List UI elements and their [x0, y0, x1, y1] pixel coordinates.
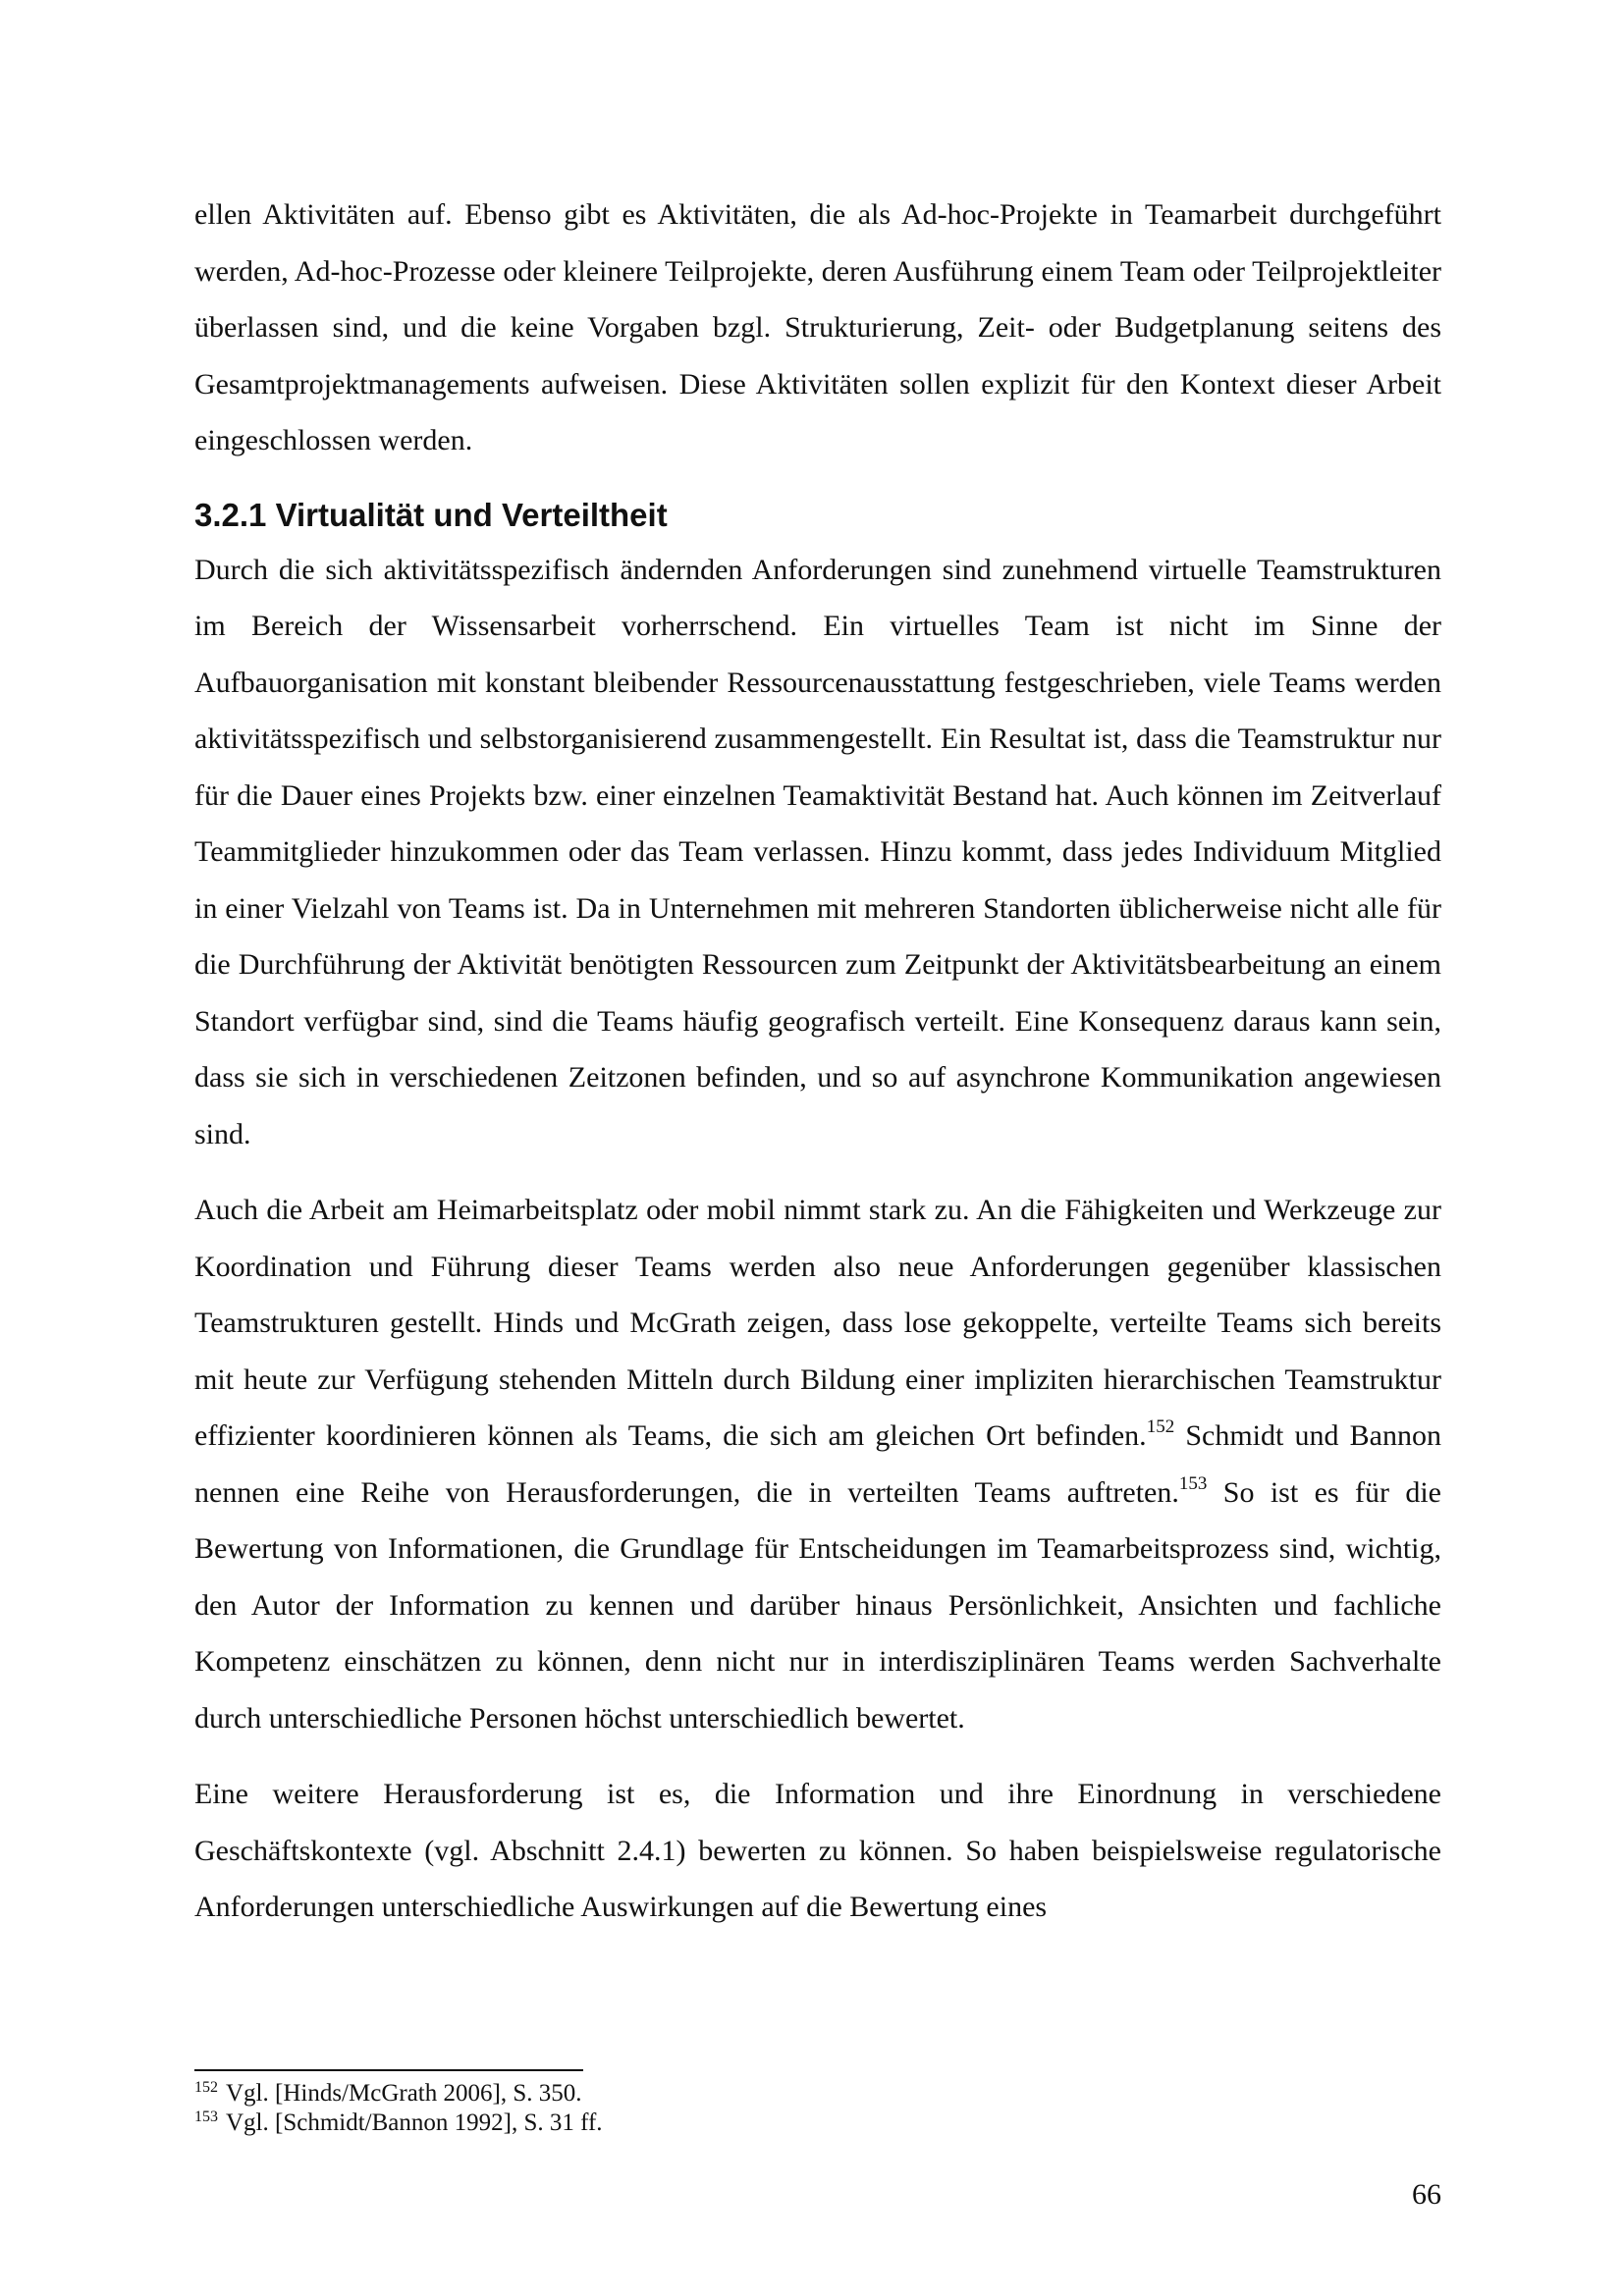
footnote-number: 153 [194, 2108, 218, 2125]
footnote-text: Vgl. [Schmidt/Bannon 1992], S. 31 ff. [226, 2109, 603, 2136]
paragraph-1: Durch die sich aktivitätsspezifisch ändernden Anforderungen sind zunehmend virtuelle Teamstrukturen im Bereich der Wissensarbeit vorherrschend. Ein virtuelles Team ist nicht im Sinne der Aufbauorganisation mit konstant bleibender Ressourcenausstattung festgeschrieben, viele Teams werden aktivitätsspezifisch und selbstorganisierend zusammengestellt. Ein Resultat ist, dass die Teamstruktur nur für die Dauer eines Projekts bzw. einer einzelnen Teamaktivität Bestand hat. Auch können im Zeitverlauf Teammitglieder hinzukommen oder das Team verlassen. Hinzu kommt, dass jedes Individuum Mitglied in einer Vielzahl von Teams ist. Da in Unternehmen mit mehreren Standorten üblicherweise nicht alle für die Durchführung der Aktivität benötigten Ressourcen zum Zeitpunkt der Aktivitätsbearbeitung an einem Standort verfügbar sind, sind die Teams häufig geografisch verteilt. Eine Konsequenz daraus kann sein, dass sie sich in verschiedenen Zeitzonen befinden, und so auf asynchrone Kommunikation angewiesen sind. [194, 553, 1441, 1150]
footnote-reference-153: 153 [1178, 1472, 1208, 1494]
footnote-text: Vgl. [Hinds/McGrath 2006], S. 350. [226, 2080, 582, 2107]
footnote-separator [194, 2069, 583, 2071]
footnote-152 [194, 2079, 1441, 2109]
paragraph-3: Eine weitere Herausforderung ist es, die Information und ihre Einordnung in verschiedene Geschäftskontexte (vgl. Abschnitt 2.4.1) bewerten zu können. So haben beispielsweise regulatorische Anforderungen unterschiedliche Auswirkungen auf die Bewertung eines [194, 1778, 1441, 1923]
footnotes [194, 2079, 1441, 2138]
page-number: 66 [1412, 2178, 1441, 2211]
footnote-reference-152: 152 [1146, 1416, 1175, 1437]
paragraph-2-text-c: So ist es für die Bewertung von Informationen, die Grundlage für Entscheidungen im Teamarbeitsprozess sind, wichtig, den Autor der Information zu kennen und darüber hinaus Persönlichkeit, Ansichten und fachliche Kompetenz einschätzen zu können, denn nicht nur in interdisziplinären Teams werden Sachverhalte durch unterschiedliche Personen höchst unterschiedlich bewertet. [194, 1475, 1441, 1735]
paragraph-2-text-b: Schmidt und Bannon nennen eine Reihe von Herausforderungen, die in verteilten Teams auftreten. [194, 1419, 1441, 1509]
page-body [194, 187, 1441, 1936]
paragraph-2-text-a: Auch die Arbeit am Heimarbeitsplatz oder mobil nimmt stark zu. An die Fähigkeiten und Werkzeuge zur Koordination und Führung dieser Teams werden also neue Anforderungen gegenüber klassischen Teamstrukturen gestellt. Hinds und McGrath zeigen, dass lose gekoppelte, verteilte Teams sich bereits mit heute zur Verfügung stehenden Mitteln durch Bildung einer impliziten hierarchischen Teamstruktur effizienter koordinieren können als Teams, die sich am gleichen Ort befinden. [194, 1194, 1441, 1452]
section-heading: 3.2.1 Virtualität und Verteiltheit [194, 496, 668, 533]
footnote-153 [194, 2109, 1441, 2138]
intro-paragraph: ellen Aktivitäten auf. Ebenso gibt es Aktivitäten, die als Ad-hoc-Projekte in Teamarbeit durchgeführt werden, Ad-hoc-Prozesse oder kleinere Teilprojekte, deren Ausführung einem Team oder Teilprojektleiter überlassen sind, und die keine Vorgaben bzgl. Strukturierung, Zeit- oder Budgetplanung seitens des Gesamtprojektmanagements aufweisen. Diese Aktivitäten sollen explizit für den Kontext dieser Arbeit eingeschlossen werden. [194, 198, 1441, 456]
footnote-number: 152 [194, 2078, 218, 2096]
paragraph-2 [194, 1182, 1441, 1746]
